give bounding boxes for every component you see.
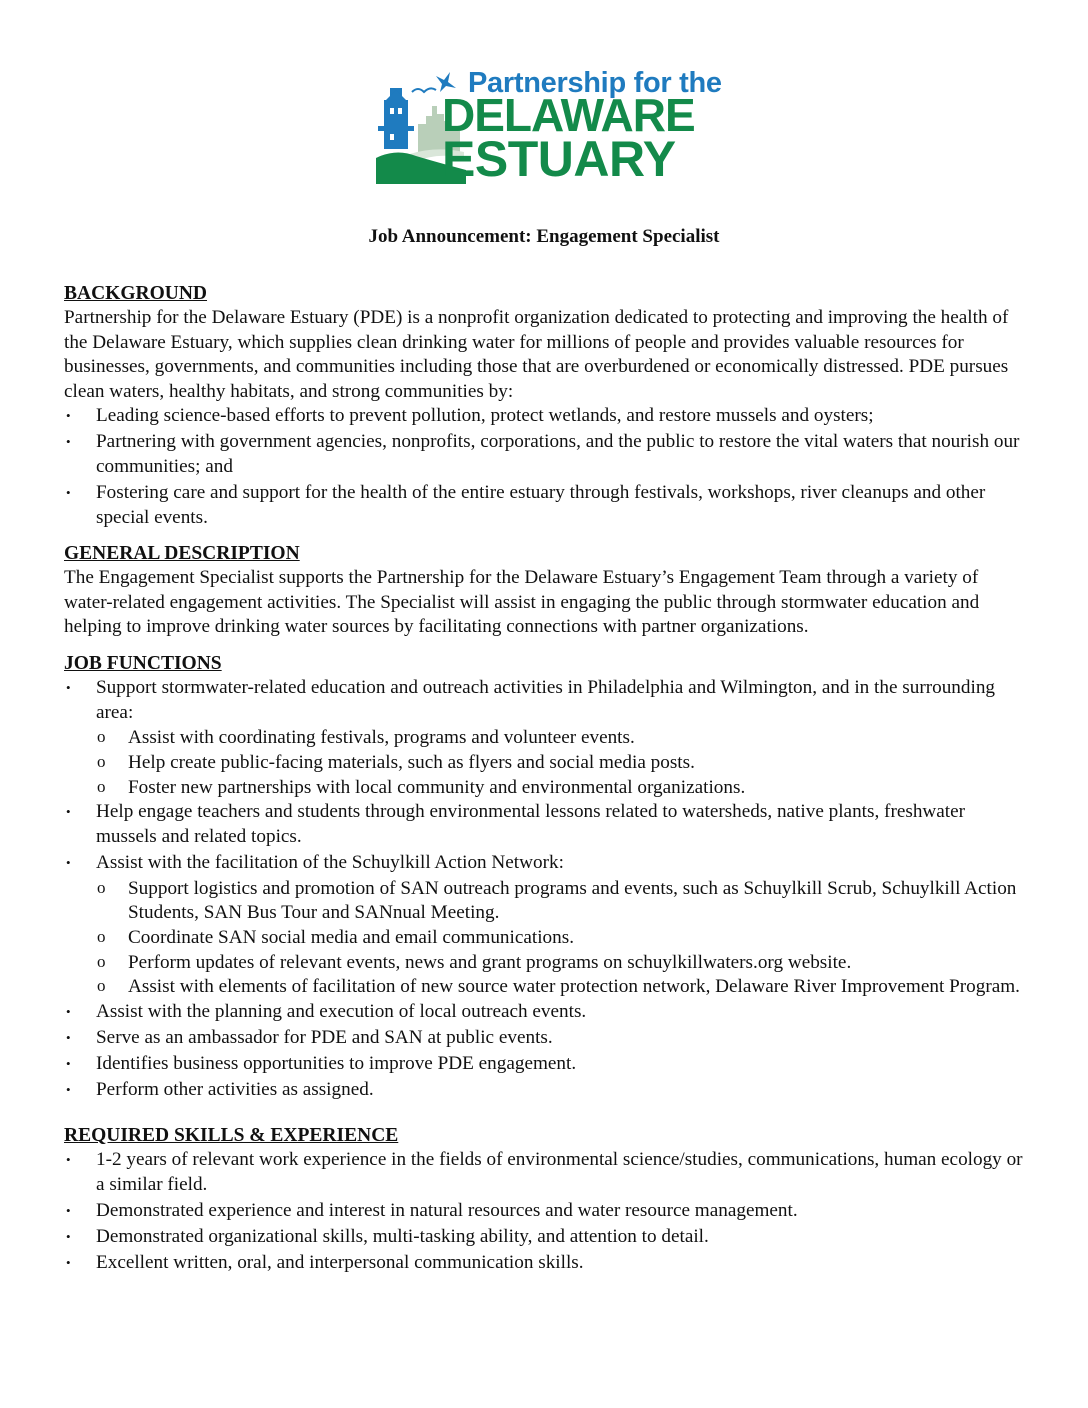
sub-list-item [64, 776, 1029, 801]
bullet-icon: • [66, 679, 71, 695]
bullet-icon: • [66, 484, 71, 500]
list-item-text: Demonstrated organizational skills, multi-tasking ability, and attention to detail. [96, 1225, 709, 1247]
sub-bullet-icon: o [97, 727, 106, 747]
bullet-icon: • [66, 854, 71, 870]
job-functions-list [64, 800, 1029, 875]
list-item [64, 404, 1029, 429]
sub-list-item-text: Perform updates of relevant events, news and grant programs on schuylkillwaters.org website. [128, 951, 852, 973]
list-item-text: Assist with the planning and execution of local outreach events. [96, 1000, 587, 1022]
list-item [64, 1026, 1029, 1051]
sub-list-item [64, 951, 1029, 976]
sub-list-item-text: Help create public-facing materials, such as flyers and social media posts. [128, 752, 695, 774]
list-item-text: Assist with the facilitation of the Schuylkill Action Network: [96, 851, 564, 873]
bullet-icon: • [66, 1081, 71, 1097]
list-item-text: Identifies business opportunities to improve PDE engagement. [96, 1052, 577, 1074]
bullet-icon: • [66, 1202, 71, 1218]
job-functions-sublist [64, 877, 1029, 1000]
section-general-description [64, 542, 1029, 640]
document-title: Job Announcement: Engagement Specialist [368, 226, 720, 247]
list-item-text: Partnering with government agencies, nonprofits, corporations, and the public to restore the vital waters that nourish our communities; and [96, 431, 1020, 477]
sub-list-item-text: Coordinate SAN social media and email communications. [128, 927, 575, 949]
list-item [64, 481, 1029, 530]
list-item [64, 1000, 1029, 1025]
sub-bullet-icon: o [97, 951, 106, 971]
sub-list-item [64, 926, 1029, 951]
list-item [64, 1078, 1029, 1103]
list-item [64, 676, 1029, 725]
bullet-icon: • [66, 1029, 71, 1045]
bullet-icon: • [66, 1152, 71, 1168]
required-skills-list [64, 1148, 1029, 1275]
organization-logo [376, 66, 722, 187]
list-item-text: Serve as an ambassador for PDE and SAN at public events. [96, 1026, 553, 1048]
bullet-icon: • [66, 408, 71, 424]
job-functions-sublist [64, 726, 1029, 800]
job-functions-list [64, 1000, 1029, 1103]
list-item-text: Excellent written, oral, and interpersonal communication skills. [96, 1251, 584, 1273]
section-job-functions [64, 652, 1029, 1102]
sub-list-item [64, 751, 1029, 776]
list-item-text: Fostering care and support for the health of the entire estuary through festivals, workshops, river cleanups and other special events. [96, 481, 986, 528]
list-item-text: Perform other activities as assigned. [96, 1078, 374, 1100]
list-item-text: Help engage teachers and students through environmental lessons related to watersheds, native plants, freshwater mussels and related topics. [96, 801, 966, 847]
list-item [64, 1225, 1029, 1250]
bullet-icon: • [66, 1254, 71, 1270]
section-heading: REQUIRED SKILLS & EXPERIENCE [64, 1125, 399, 1147]
list-item [64, 851, 1029, 876]
bird-icon [412, 88, 436, 92]
section-background [64, 282, 1029, 530]
bullet-icon: • [66, 1003, 71, 1019]
section-required-skills [64, 1124, 1029, 1275]
logo-text-estuary: ESTUARY [442, 131, 676, 187]
logo-text-delaware: DELAWARE [442, 89, 695, 141]
bullet-icon: • [66, 804, 71, 820]
list-item [64, 800, 1029, 849]
sub-bullet-icon: o [97, 752, 106, 772]
bullet-icon: • [66, 1055, 71, 1071]
sub-list-item-text: Foster new partnerships with local community and environmental organizations. [128, 776, 746, 798]
sub-list-item-text: Assist with coordinating festivals, programs and volunteer events. [128, 727, 635, 749]
general-description-paragraph: The Engagement Specialist supports the Partnership for the Delaware Estuary’s Engagement Team through a variety of water-related engagement activities. The Specialist will assist in engaging the public through stormwater education and helping to improve drinking water sources by facilitating connections with partner organizations. [64, 567, 980, 638]
sub-list-item [64, 877, 1029, 926]
section-heading: JOB FUNCTIONS [64, 652, 222, 674]
sub-bullet-icon: o [97, 976, 106, 996]
list-item [64, 1148, 1029, 1197]
section-heading: BACKGROUND [64, 283, 208, 304]
sub-list-item-text: Support logistics and promotion of SAN outreach programs and events, such as Schuylkill Scrub, Schuylkill Action Students, SAN Bus Tour and SANnual Meeting. [128, 877, 1017, 924]
list-item [64, 1052, 1029, 1077]
list-item-text: Demonstrated experience and interest in natural resources and water resource management. [96, 1199, 798, 1221]
list-item [64, 1199, 1029, 1224]
list-item-text: 1-2 years of relevant work experience in the fields of environmental science/studies, communications, human ecology or a similar field. [96, 1149, 1023, 1195]
job-functions-list [64, 676, 1029, 725]
list-item [64, 1251, 1029, 1276]
bullet-icon: • [66, 1228, 71, 1244]
sub-bullet-icon: o [97, 877, 106, 897]
bullet-icon: • [66, 434, 71, 450]
document-body [64, 282, 1029, 1287]
list-item-text: Support stormwater-related education and outreach activities in Philadelphia and Wilmington, and in the surrounding area: [96, 676, 996, 723]
sub-list-item [64, 726, 1029, 751]
lighthouse-shape [378, 88, 414, 149]
sub-bullet-icon: o [97, 927, 106, 947]
list-item [64, 430, 1029, 479]
logo-text-partnership: Partnership for the [468, 67, 722, 99]
section-heading: GENERAL DESCRIPTION [64, 543, 300, 565]
sub-list-item-text: Assist with elements of facilitation of new source water protection network, Delaware River Improvement Program. [128, 976, 1020, 998]
sub-bullet-icon: o [97, 776, 106, 796]
sub-list-item [64, 975, 1029, 1000]
background-paragraph: Partnership for the Delaware Estuary (PDE) is a nonprofit organization dedicated to protecting and improving the health of the Delaware Estuary, which supplies clean drinking water for millions of people and provides valuable resources for businesses, governments, and communities including those that are overburdened or economically distressed. PDE pursues clean waters, healthy habitats, and strong communities by: [64, 307, 1009, 402]
list-item-text: Leading science-based efforts to prevent pollution, protect wetlands, and restore mussels and oysters; [96, 405, 874, 427]
background-bullet-list [64, 404, 1029, 530]
